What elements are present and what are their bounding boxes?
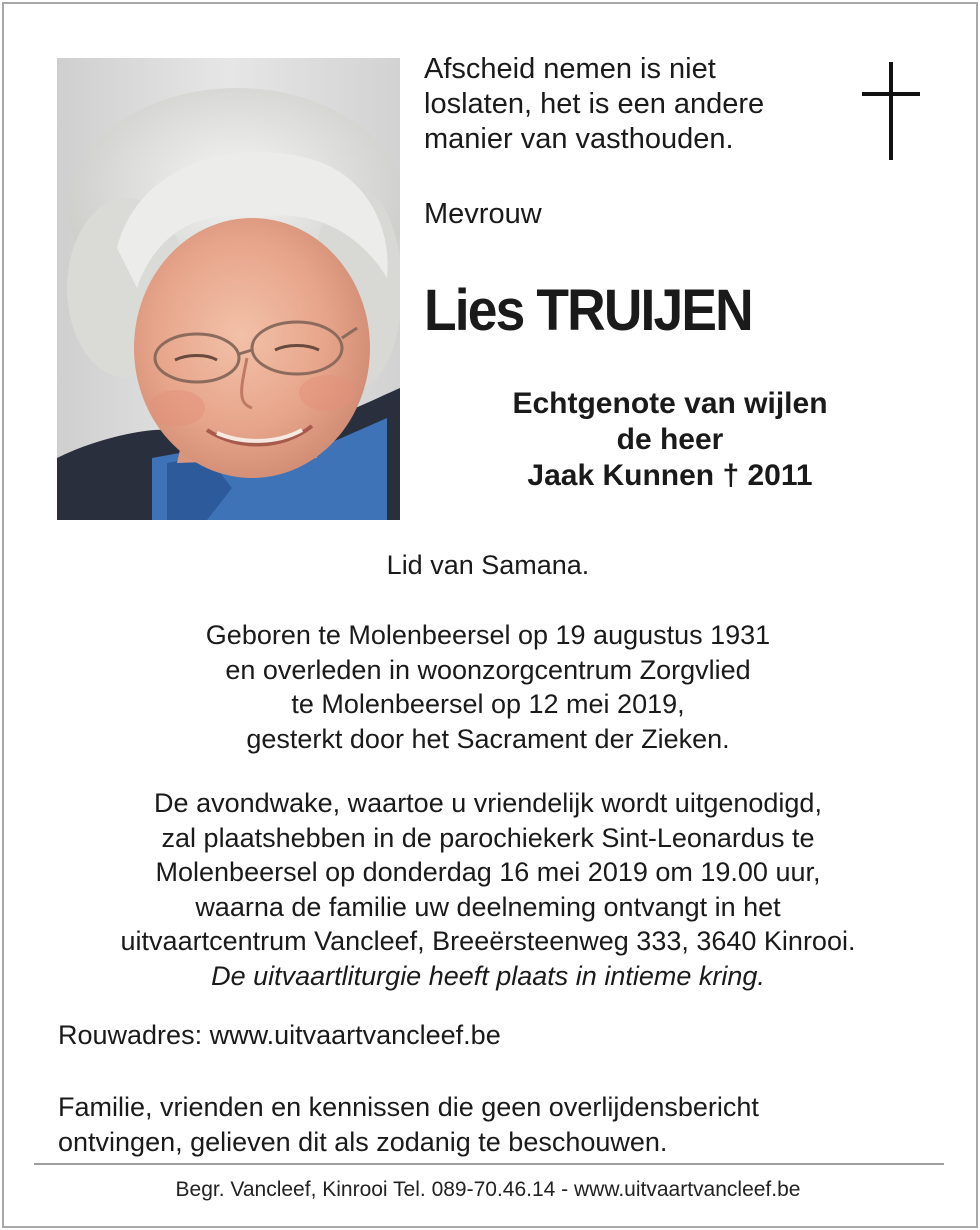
birth-death-line: te Molenbeersel op 12 mei 2019,	[291, 689, 685, 719]
liturgy-note: De uitvaartliturgie heeft plaats in intieme kring.	[211, 960, 765, 991]
footer-divider	[34, 1163, 944, 1165]
vigil-line: waarna de familie uw deelneming ontvangt in het	[195, 891, 781, 922]
quote-line: loslaten, het is een andere	[424, 88, 765, 120]
deceased-name: Lies TRUIJEN	[424, 278, 752, 343]
farewell-quote	[424, 52, 844, 157]
portrait-photo	[57, 58, 400, 520]
vigil-info	[0, 786, 976, 993]
spouse-info	[430, 386, 910, 494]
spouse-line: Jaak Kunnen † 2011	[527, 459, 813, 492]
mourning-address	[58, 1018, 501, 1053]
family-note-line: Familie, vrienden en kennissen die geen overlijdensbericht	[58, 1092, 759, 1122]
birth-death-line: en overleden in woonzorgcentrum Zorgvlied	[225, 654, 751, 685]
membership-text: Lid van Samana.	[386, 550, 590, 580]
spouse-line: de heer	[616, 423, 724, 456]
quote-line: manier van vasthouden.	[424, 123, 734, 155]
birth-death-line: gesterkt door het Sacrament der Zieken.	[246, 723, 730, 754]
vigil-line: De avondwake, waartoe u vriendelijk wordt uitgenodigd,	[154, 788, 822, 818]
cross-icon	[862, 62, 920, 160]
quote-line: Afscheid nemen is niet	[424, 53, 716, 85]
vigil-line: uitvaartcentrum Vancleef, Breeërsteenweg 333, 3640 Kinrooi.	[120, 926, 856, 956]
membership	[0, 548, 976, 583]
vigil-line: zal plaatshebben in de parochiekerk Sint-Leonardus te	[161, 822, 815, 853]
footer-funeral-home: Begr. Vancleef, Kinrooi Tel. 089-70.46.14 - www.uitvaartvancleef.be	[175, 1178, 801, 1201]
birth-death-line: Geboren te Molenbeersel op 19 augustus 1931	[205, 620, 771, 650]
vigil-line: Molenbeersel op donderdag 16 mei 2019 om 19.00 uur,	[155, 857, 821, 887]
birth-death-info	[0, 618, 976, 756]
salutation: Mevrouw	[424, 198, 542, 230]
mourning-address-text: Rouwadres: www.uitvaartvancleef.be	[58, 1020, 501, 1050]
family-note-line: ontvingen, gelieven dit als zodanig te beschouwen.	[58, 1126, 668, 1157]
family-note	[58, 1090, 759, 1159]
spouse-line: Echtgenote van wijlen	[512, 387, 828, 420]
